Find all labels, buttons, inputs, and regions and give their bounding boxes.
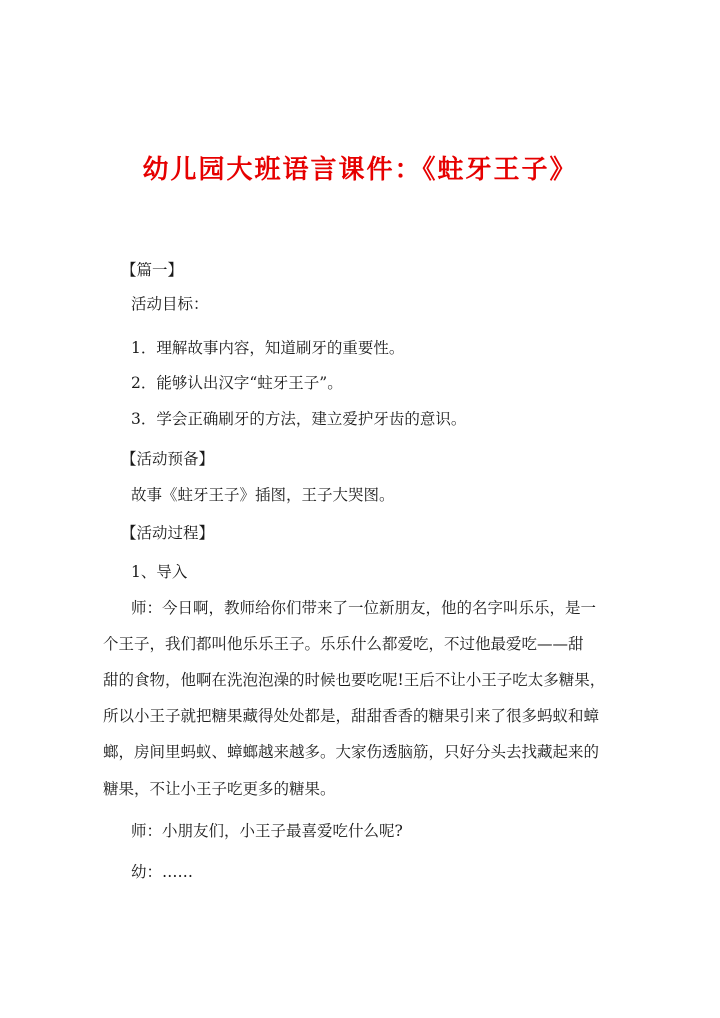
story-line: 糖果，不让小王子吃更多的糖果。 [103,780,336,798]
goal-item: 3．学会正确刷牙的方法，建立爱护牙齿的意识。 [131,410,467,428]
prep-heading: 【活动预备】 [121,450,215,468]
child-answer: 幼：…… [131,863,194,881]
goal-item: 2．能够认出汉字“蛀牙王子”。 [131,374,343,392]
story-line: 个王子，我们都叫他乐乐王子。乐乐什么都爱吃，不过他最爱吃——甜 [103,635,584,653]
document-title: 幼儿园大班语言课件：《蛀牙王子》 [142,155,578,185]
process-heading: 【活动过程】 [121,524,215,542]
goal-item: 1．理解故事内容，知道刷牙的重要性。 [131,339,405,357]
goals-heading: 活动目标： [131,295,209,313]
story-line: 螂，房间里蚂蚁、蟑螂越来越多。大家伤透脑筋，只好分头去找藏起来的 [103,743,600,761]
story-line: 师：今日啊，教师给你们带来了一位新朋友，他的名字叫乐乐，是一 [131,599,597,617]
section-heading-one: 【篇一】 [121,261,184,279]
step-heading: 1、导入 [131,563,188,581]
story-line: 所以小王子就把糖果藏得处处都是，甜甜香香的糖果引来了很多蚂蚁和蟑 [103,707,600,725]
prep-text: 故事《蛀牙王子》插图，王子大哭图。 [131,486,395,504]
story-line: 甜的食物，他啊在洗泡泡澡的时候也要吃呢!王后不让小王子吃太多糖果， [103,671,606,689]
teacher-question: 师：小朋友们，小王子最喜爱吃什么呢? [131,822,403,840]
